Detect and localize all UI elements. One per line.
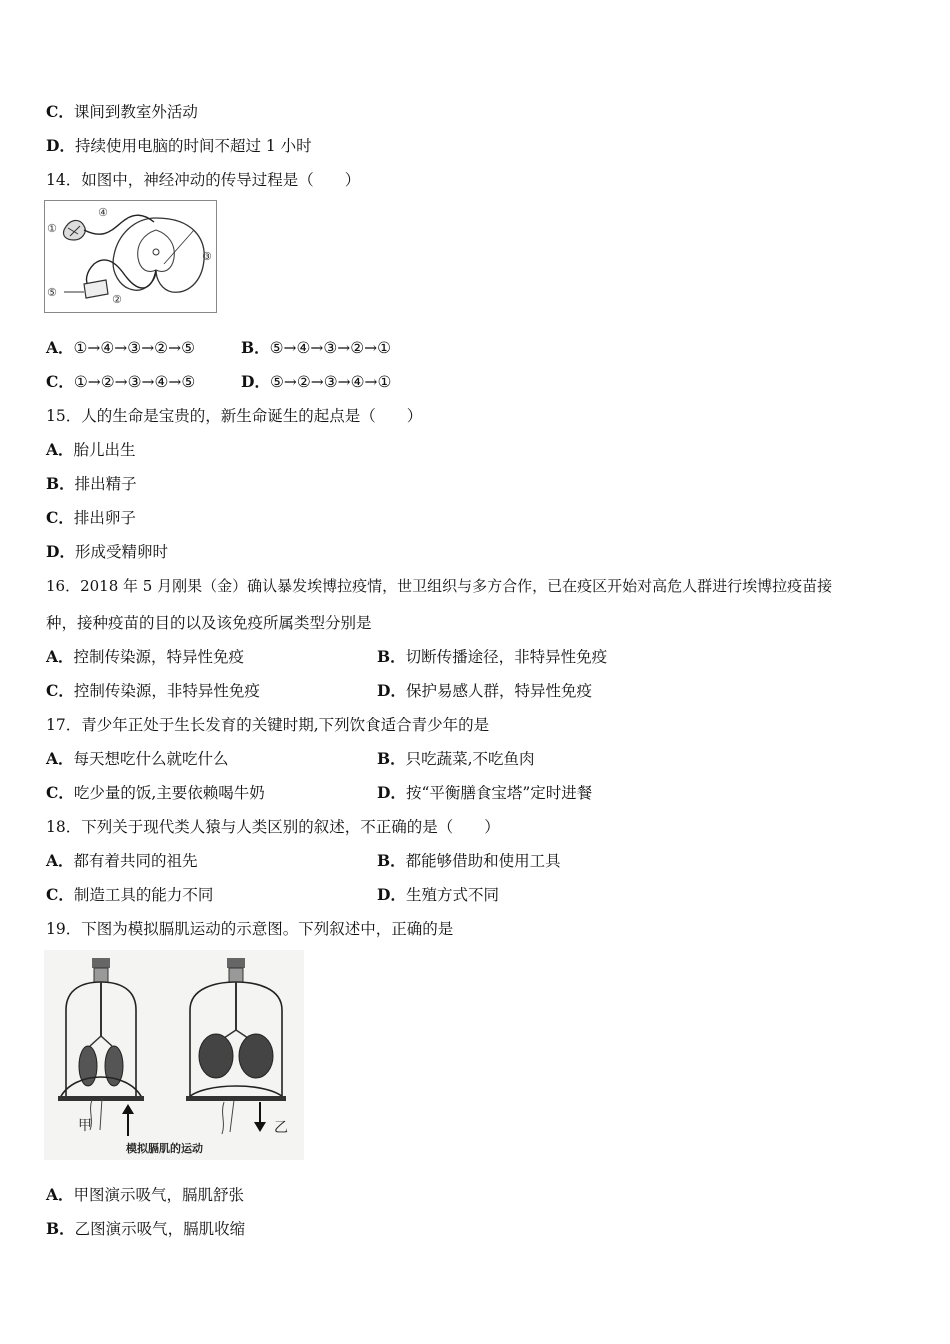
q15-stem: 15．人的生命是宝贵的，新生命诞生的起点是（ ） [46,407,423,425]
q15-option-a: A．胎儿出生 [46,440,136,459]
q14-stem: 14．如图中，神经冲动的传导过程是（ ） [46,171,361,189]
reflex-arc-figure [44,200,218,314]
fig-label-5: ⑤ [47,286,57,299]
q14-options-row1: A．①→④→③→②→⑤ [46,338,195,357]
q17-option-a: A．每天想吃什么就吃什么 [46,749,229,768]
q16-stem-line2: 种，接种疫苗的目的以及该免疫所属类型分别是 [46,614,372,632]
q16-option-a: A．控制传染源，特异性免疫 [46,647,245,666]
q13-option-c: C．课间到教室外活动 [46,102,198,121]
fig-label-3: ③ [202,250,212,263]
q15-option-b: B．排出精子 [46,474,137,493]
fig-caption: 模拟膈肌的运动 [126,1142,203,1155]
q16-stem-line1: 16．2018 年 5 月刚果（金）确认暴发埃博拉疫情，世卫组织与多方合作，已在疫区开始对高危人群进行埃博拉疫苗接 [46,577,833,595]
fig-label-jia: 甲 [78,1118,92,1134]
q17-stem: 17．青少年正处于生长发育的关键时期,下列饮食适合青少年的是 [46,716,490,734]
q18-stem: 18．下列关于现代类人猿与人类区别的叙述，不正确的是（ ） [46,818,500,836]
fig-label-yi: 乙 [274,1120,288,1136]
q17-option-c: C．吃少量的饭,主要依赖喝牛奶 [46,783,265,802]
q15-option-c: C．排出卵子 [46,508,136,527]
q17-option-b: B．只吃蔬菜,不吃鱼肉 [377,749,535,768]
q17-option-d: D．按“平衡膳食宝塔”定时进餐 [377,783,593,802]
q19-option-b: B．乙图演示吸气，膈肌收缩 [46,1219,246,1238]
fig-label-1: ① [47,222,57,235]
q16-option-d: D．保护易感人群，特异性免疫 [377,681,592,700]
q14-option-b: B．⑤→④→③→②→① [241,338,392,357]
q19-stem: 19．下图为模拟膈肌运动的示意图。下列叙述中，正确的是 [46,920,454,938]
q19-option-a: A．甲图演示吸气，膈肌舒张 [46,1185,245,1204]
q18-option-d: D．生殖方式不同 [377,885,499,904]
q15-option-d: D．形成受精卵时 [46,542,168,561]
q18-option-a: A．都有着共同的祖先 [46,851,198,870]
q14-option-d: D．⑤→②→③→④→① [241,372,392,391]
q16-option-b: B．切断传播途径，非特异性免疫 [377,647,608,666]
diaphragm-model-figure [44,950,304,1160]
fig-label-4: ④ [98,206,108,219]
q16-option-c: C．控制传染源，非特异性免疫 [46,681,260,700]
fig-label-2: ② [112,293,122,306]
q13-option-d: D．持续使用电脑的时间不超过 1 小时 [46,136,312,155]
q18-option-b: B．都能够借助和使用工具 [377,851,561,870]
q14-options-row2: C．①→②→③→④→⑤ [46,372,196,391]
q18-option-c: C．制造工具的能力不同 [46,885,214,904]
